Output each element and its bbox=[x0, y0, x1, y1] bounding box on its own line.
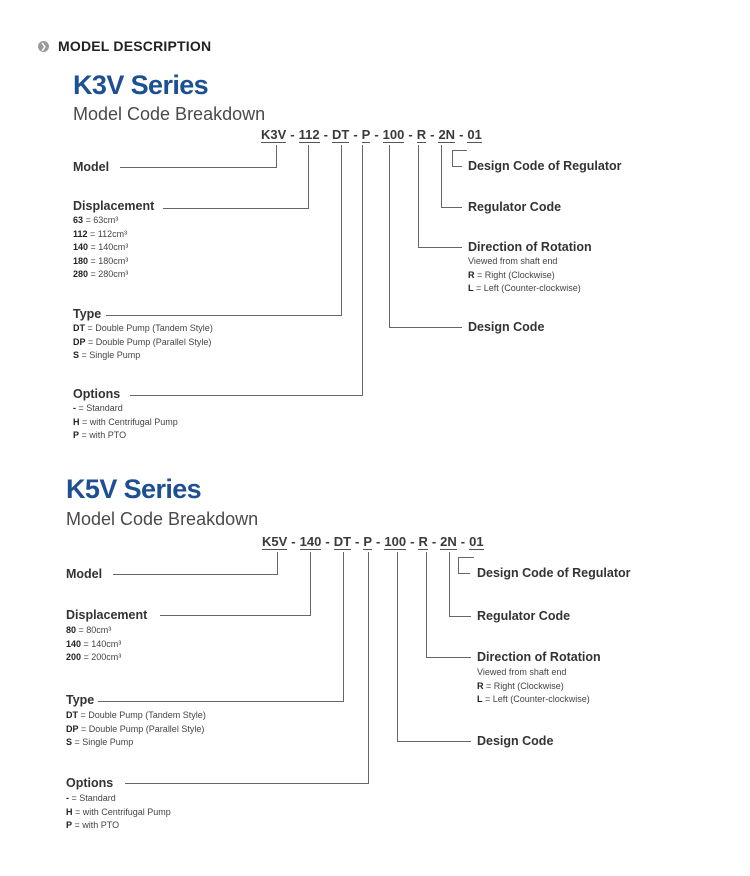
k5v-type-label: Type bbox=[66, 693, 95, 707]
k5v-rotation-list: Viewed from shaft end R = Right (Clockwise) L = Left (Counter-clockwise) bbox=[477, 667, 590, 704]
k5v-series-title: K5V Series bbox=[66, 474, 202, 504]
code-segment-regulator: 2N bbox=[438, 127, 456, 142]
k3v-type-list: DT = Double Pump (Tandem Style) DP = Double Pump (Parallel Style) S = Single Pump bbox=[73, 323, 213, 360]
k5v-displacement-list: 80 = 80cm³ 140 = 140cm³ 200 = 200cm³ bbox=[66, 625, 122, 662]
k3v-options-list: - = Standard H = with Centrifugal Pump P = with PTO bbox=[73, 403, 178, 440]
k5v-model-code: K5V - 140 - DT - P - 100 - R - 2N - 01 bbox=[262, 534, 484, 549]
k3v-design-regulator-label: Design Code of Regulator bbox=[468, 159, 622, 173]
code-segment-design: 100 bbox=[382, 127, 405, 142]
k3v-regulator-label: Regulator Code bbox=[468, 200, 562, 214]
code-segment-design: 100 bbox=[384, 534, 407, 549]
k3v-displacement-list: 63 = 63cm³ 112 = 112cm³ 140 = 140cm³ 180 = 180cm³ 280 = 280cm³ bbox=[73, 215, 129, 279]
k5v-type-list: DT = Double Pump (Tandem Style) DP = Double Pump (Parallel Style) S = Single Pump bbox=[66, 710, 206, 747]
k3v-rotation-list: Viewed from shaft end R = Right (Clockwise) L = Left (Counter-clockwise) bbox=[468, 256, 581, 293]
k5v-options-label: Options bbox=[66, 776, 114, 790]
k3v-design-code-label: Design Code bbox=[468, 320, 545, 334]
code-segment-options: P bbox=[363, 534, 373, 549]
k5v-rotation-label: Direction of Rotation bbox=[477, 650, 601, 664]
code-segment-regulator: 2N bbox=[440, 534, 457, 549]
k3v-type-label: Type bbox=[73, 307, 102, 321]
k3v-model-code: K3V - 112 - DT - P - 100 - R - 2N - 01 bbox=[261, 127, 482, 142]
code-segment-regulator-design: 01 bbox=[469, 534, 484, 549]
k5v-subtitle: Model Code Breakdown bbox=[66, 509, 259, 529]
code-segment-series: K3V bbox=[261, 127, 287, 142]
chevron-right-circle-icon: ❯ bbox=[38, 41, 49, 52]
k5v-design-regulator-label: Design Code of Regulator bbox=[477, 566, 631, 580]
k3v-subtitle: Model Code Breakdown bbox=[73, 104, 266, 124]
k5v-regulator-label: Regulator Code bbox=[477, 609, 571, 623]
code-segment-type: DT bbox=[331, 127, 350, 142]
k5v-options-list: - = Standard H = with Centrifugal Pump P = with PTO bbox=[66, 793, 171, 830]
code-segment-options: P bbox=[361, 127, 371, 142]
k3v-model-label: Model bbox=[73, 160, 110, 174]
code-segment-rotation: R bbox=[416, 127, 427, 142]
k3v-displacement-label: Displacement bbox=[73, 199, 155, 213]
code-segment-regulator-design: 01 bbox=[467, 127, 482, 142]
k3v-options-label: Options bbox=[73, 387, 121, 401]
code-segment-series: K5V bbox=[262, 534, 288, 549]
k3v-rotation-label: Direction of Rotation bbox=[468, 240, 592, 254]
k3v-series-title: K3V Series bbox=[73, 70, 209, 100]
code-segment-displacement: 112 bbox=[298, 127, 320, 142]
code-segment-displacement: 140 bbox=[299, 534, 322, 549]
code-segment-rotation: R bbox=[418, 534, 428, 549]
k5v-displacement-label: Displacement bbox=[66, 608, 148, 622]
k5v-model-label: Model bbox=[66, 567, 103, 581]
section-heading: MODEL DESCRIPTION bbox=[58, 38, 212, 54]
code-segment-type: DT bbox=[333, 534, 352, 549]
k5v-design-code-label: Design Code bbox=[477, 734, 554, 748]
